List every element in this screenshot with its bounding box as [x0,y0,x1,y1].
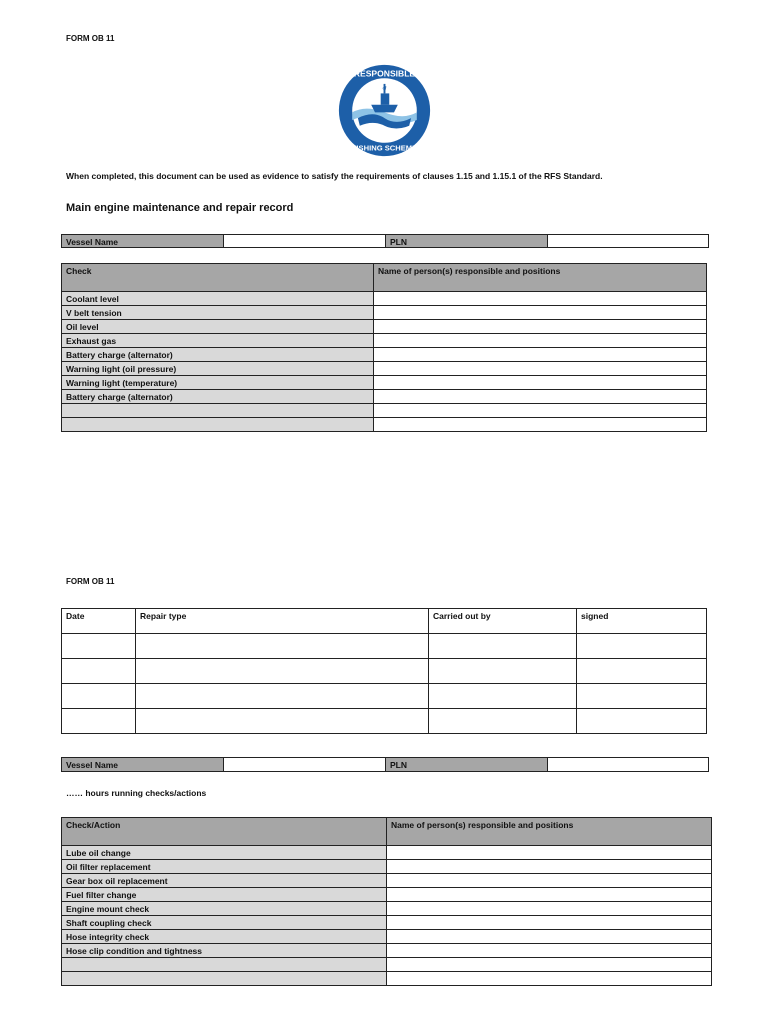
pln-field[interactable] [548,235,709,248]
check-row-field[interactable] [374,320,707,334]
svg-text:FISHING SCHEME: FISHING SCHEME [351,143,418,153]
check-row-field[interactable] [374,362,707,376]
check-row-label: Coolant level [62,292,374,306]
checks-table [61,263,707,432]
form-id: FORM OB 11 [66,34,115,43]
actions-table [61,817,712,986]
action-row-label: Fuel filter change [62,888,387,902]
action-row-label: Oil filter replacement [62,860,387,874]
action-row-field[interactable] [387,916,712,930]
actions-col-check: Check/Action [62,818,387,846]
vessel-name-field[interactable] [224,235,386,248]
action-row-field[interactable] [387,888,712,902]
check-row-label: V belt tension [62,306,374,320]
check-row-label [62,418,374,432]
rfs-logo [337,63,432,158]
action-row-field[interactable] [387,958,712,972]
repair-type-field[interactable] [136,634,429,659]
check-row-field[interactable] [374,334,707,348]
form-id-page-2: FORM OB 11 [66,577,115,586]
vessel-name-field[interactable] [224,758,386,772]
checks-col-check: Check [62,264,374,292]
check-row-field[interactable] [374,292,707,306]
action-row-field[interactable] [387,846,712,860]
repair-col-carried-out-by: Carried out by [429,609,577,634]
repair-signed-field[interactable] [577,709,707,734]
check-row-label: Warning light (oil pressure) [62,362,374,376]
repair-date-field[interactable] [62,709,136,734]
action-row-field[interactable] [387,930,712,944]
repair-date-field[interactable] [62,659,136,684]
check-row-label [62,404,374,418]
action-row-field[interactable] [387,902,712,916]
check-row-label: Battery charge (alternator) [62,390,374,404]
svg-text:of: of [382,86,387,92]
repair-carried-out-field[interactable] [429,709,577,734]
repair-col-signed: signed [577,609,707,634]
pln-field[interactable] [548,758,709,772]
pln-label: PLN [386,758,548,772]
check-row-label: Exhaust gas [62,334,374,348]
actions-col-person: Name of person(s) responsible and positions [387,818,712,846]
vessel-name-label: Vessel Name [62,758,224,772]
repair-date-field[interactable] [62,684,136,709]
document-title: Main engine maintenance and repair record [66,202,294,214]
check-row-label: Battery charge (alternator) [62,348,374,362]
vessel-name-label: Vessel Name [62,235,224,248]
repair-signed-field[interactable] [577,684,707,709]
pln-label: PLN [386,235,548,248]
action-row-label [62,958,387,972]
repair-carried-out-field[interactable] [429,684,577,709]
repair-col-date: Date [62,609,136,634]
repair-type-field[interactable] [136,709,429,734]
check-row-field[interactable] [374,348,707,362]
action-row-label: Hose integrity check [62,930,387,944]
action-row-field[interactable] [387,860,712,874]
action-row-field[interactable] [387,972,712,986]
action-row-label [62,972,387,986]
hours-running-label: …… hours running checks/actions [66,788,207,798]
repair-signed-field[interactable] [577,659,707,684]
action-row-label: Shaft coupling check [62,916,387,930]
action-row-field[interactable] [387,944,712,958]
repair-carried-out-field[interactable] [429,634,577,659]
action-row-label: Engine mount check [62,902,387,916]
action-row-field[interactable] [387,874,712,888]
repair-type-field[interactable] [136,684,429,709]
action-row-label: Lube oil change [62,846,387,860]
repair-type-field[interactable] [136,659,429,684]
repair-date-field[interactable] [62,634,136,659]
action-row-label: Hose clip condition and tightness [62,944,387,958]
check-row-field[interactable] [374,390,707,404]
vessel-row-1 [61,234,709,248]
action-row-label: Gear box oil replacement [62,874,387,888]
repair-col-type: Repair type [136,609,429,634]
vessel-row-2 [61,757,709,772]
repair-table [61,608,707,734]
repair-signed-field[interactable] [577,634,707,659]
check-row-field[interactable] [374,404,707,418]
checks-col-person: Name of person(s) responsible and positions [374,264,707,292]
svg-text:RESPONSIBLE: RESPONSIBLE [353,68,416,79]
repair-carried-out-field[interactable] [429,659,577,684]
intro-text: When completed, this document can be used as evidence to satisfy the requirements of clauses 1.15 and 1.15.1 of the RFS Standard. [66,171,603,181]
check-row-label: Oil level [62,320,374,334]
check-row-field[interactable] [374,376,707,390]
check-row-field[interactable] [374,418,707,432]
check-row-label: Warning light (temperature) [62,376,374,390]
check-row-field[interactable] [374,306,707,320]
